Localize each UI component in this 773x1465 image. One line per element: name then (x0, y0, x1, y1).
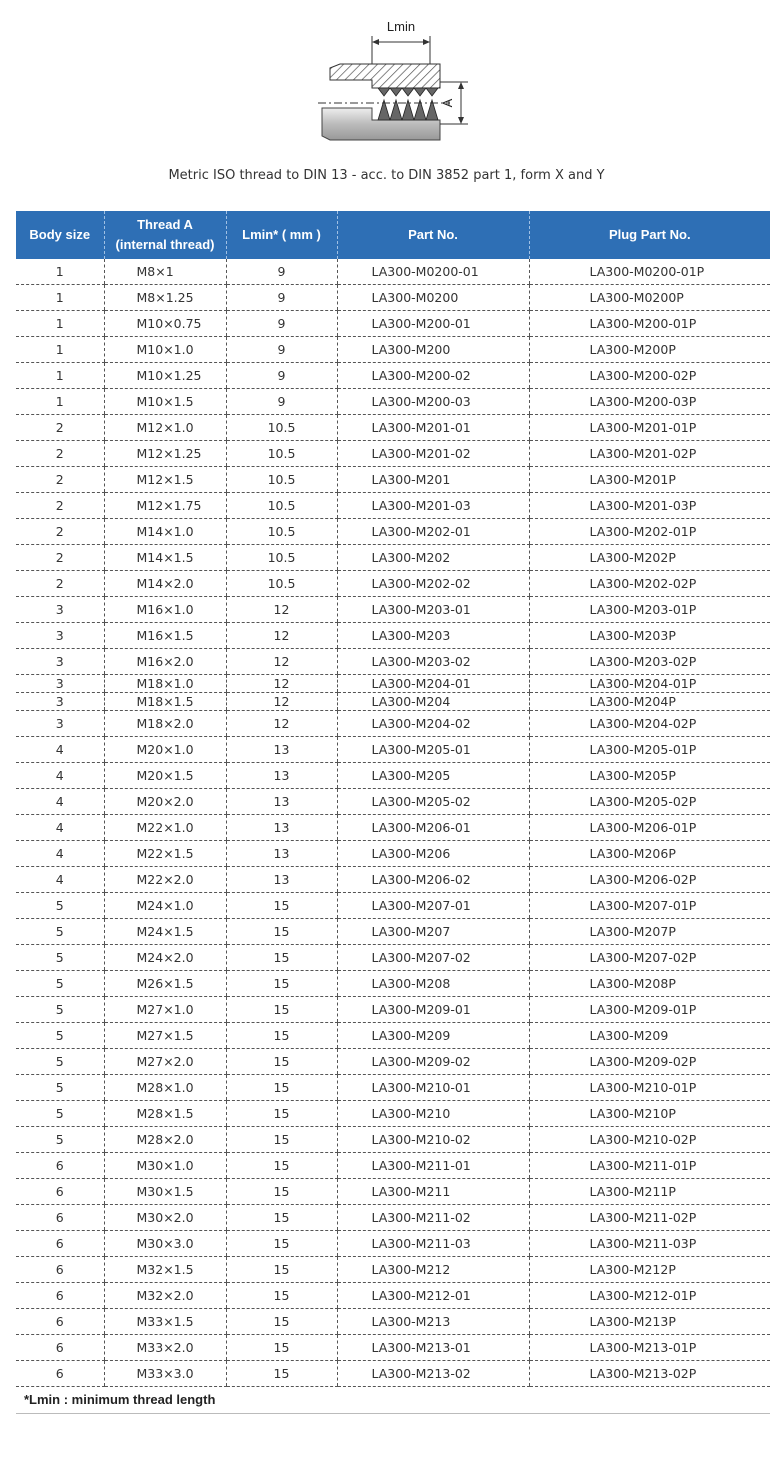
cell-plug-part-no: LA300-M212P (529, 1257, 770, 1283)
cell-thread: M10×1.0 (104, 337, 226, 363)
table-row (16, 285, 770, 311)
cell-part-no: LA300-M204-02 (337, 711, 529, 737)
cell-lmin: 15 (226, 1075, 337, 1101)
cell-lmin: 9 (226, 259, 337, 285)
cell-part-no: LA300-M207 (337, 919, 529, 945)
cell-part-no: LA300-M205-02 (337, 789, 529, 815)
cell-plug-part-no: LA300-M207-01P (529, 893, 770, 919)
table-row (16, 763, 770, 789)
table-row (16, 1127, 770, 1153)
cell-thread: M33×3.0 (104, 1361, 226, 1387)
cell-lmin: 12 (226, 693, 337, 711)
table-row (16, 1101, 770, 1127)
table-row (16, 1179, 770, 1205)
cell-thread: M33×1.5 (104, 1309, 226, 1335)
cell-body-size: 6 (16, 1205, 104, 1231)
cell-part-no: LA300-M209 (337, 1023, 529, 1049)
cell-lmin: 15 (226, 945, 337, 971)
cell-body-size: 6 (16, 1257, 104, 1283)
cell-body-size: 5 (16, 945, 104, 971)
cell-part-no: LA300-M201 (337, 467, 529, 493)
table-row (16, 815, 770, 841)
cell-plug-part-no: LA300-M203P (529, 623, 770, 649)
lmin-label: Lmin (386, 19, 416, 34)
cell-thread: M30×1.5 (104, 1179, 226, 1205)
cell-body-size: 5 (16, 1023, 104, 1049)
cell-body-size: 6 (16, 1179, 104, 1205)
cell-lmin: 9 (226, 363, 337, 389)
cell-part-no: LA300-M204 (337, 693, 529, 711)
cell-plug-part-no: LA300-M206P (529, 841, 770, 867)
cell-body-size: 4 (16, 737, 104, 763)
table-row (16, 919, 770, 945)
cell-body-size: 1 (16, 389, 104, 415)
cell-plug-part-no: LA300-M209-02P (529, 1049, 770, 1075)
cell-part-no: LA300-M209-02 (337, 1049, 529, 1075)
cell-body-size: 2 (16, 571, 104, 597)
table-row (16, 711, 770, 737)
cell-part-no: LA300-M208 (337, 971, 529, 997)
cell-lmin: 9 (226, 389, 337, 415)
cell-body-size: 2 (16, 415, 104, 441)
table-row (16, 675, 770, 693)
cell-plug-part-no: LA300-M208P (529, 971, 770, 997)
cell-part-no: LA300-M210-02 (337, 1127, 529, 1153)
table-row (16, 1049, 770, 1075)
table-row (16, 649, 770, 675)
table-body (16, 259, 770, 1387)
table-row (16, 571, 770, 597)
cell-part-no: LA300-M200-02 (337, 363, 529, 389)
cell-part-no: LA300-M203 (337, 623, 529, 649)
cell-thread: M28×1.5 (104, 1101, 226, 1127)
cell-part-no: LA300-M207-01 (337, 893, 529, 919)
cell-lmin: 15 (226, 1335, 337, 1361)
cell-part-no: LA300-M200-03 (337, 389, 529, 415)
cell-lmin: 13 (226, 815, 337, 841)
cell-thread: M27×1.5 (104, 1023, 226, 1049)
cell-plug-part-no: LA300-M200-02P (529, 363, 770, 389)
table-row (16, 597, 770, 623)
table-row (16, 623, 770, 649)
cell-lmin: 10.5 (226, 415, 337, 441)
cell-lmin: 10.5 (226, 571, 337, 597)
table-row (16, 1205, 770, 1231)
cell-lmin: 12 (226, 597, 337, 623)
cell-thread: M33×2.0 (104, 1335, 226, 1361)
cell-thread: M14×1.5 (104, 545, 226, 571)
cell-part-no: LA300-M213-02 (337, 1361, 529, 1387)
cell-lmin: 9 (226, 285, 337, 311)
cell-lmin: 9 (226, 311, 337, 337)
table-row (16, 467, 770, 493)
cell-plug-part-no: LA300-M205-02P (529, 789, 770, 815)
cell-plug-part-no: LA300-M202-01P (529, 519, 770, 545)
cell-thread: M32×2.0 (104, 1283, 226, 1309)
cell-thread: M10×0.75 (104, 311, 226, 337)
cell-body-size: 3 (16, 649, 104, 675)
cell-thread: M20×1.0 (104, 737, 226, 763)
cell-part-no: LA300-M201-02 (337, 441, 529, 467)
cell-part-no: LA300-M204-01 (337, 675, 529, 693)
cell-thread: M27×1.0 (104, 997, 226, 1023)
cell-plug-part-no: LA300-M201-02P (529, 441, 770, 467)
cell-part-no: LA300-M213-01 (337, 1335, 529, 1361)
cell-lmin: 15 (226, 997, 337, 1023)
cell-part-no: LA300-M0200-01 (337, 259, 529, 285)
cell-thread: M12×1.25 (104, 441, 226, 467)
cell-thread: M24×2.0 (104, 945, 226, 971)
cell-lmin: 15 (226, 1023, 337, 1049)
cell-part-no: LA300-M203-01 (337, 597, 529, 623)
header-thread-a (104, 211, 226, 259)
cell-lmin: 12 (226, 623, 337, 649)
cell-body-size: 4 (16, 815, 104, 841)
cell-thread: M20×1.5 (104, 763, 226, 789)
cell-part-no: LA300-M210 (337, 1101, 529, 1127)
cell-plug-part-no: LA300-M200P (529, 337, 770, 363)
cell-plug-part-no: LA300-M213-01P (529, 1335, 770, 1361)
cell-plug-part-no: LA300-M200-01P (529, 311, 770, 337)
cell-body-size: 3 (16, 675, 104, 693)
table-row (16, 363, 770, 389)
cell-lmin: 12 (226, 649, 337, 675)
cell-body-size: 5 (16, 1101, 104, 1127)
cell-body-size: 2 (16, 441, 104, 467)
header-plug-part-no: Plug Part No. (529, 211, 770, 259)
cell-plug-part-no: LA300-M213-02P (529, 1361, 770, 1387)
table-row (16, 389, 770, 415)
cell-body-size: 5 (16, 997, 104, 1023)
table-row (16, 1335, 770, 1361)
cell-part-no: LA300-M207-02 (337, 945, 529, 971)
cell-thread: M12×1.5 (104, 467, 226, 493)
cell-body-size: 3 (16, 623, 104, 649)
cell-part-no: LA300-M212-01 (337, 1283, 529, 1309)
cell-plug-part-no: LA300-M211-02P (529, 1205, 770, 1231)
cell-lmin: 13 (226, 841, 337, 867)
cell-plug-part-no: LA300-M201P (529, 467, 770, 493)
thread-port-diagram (0, 0, 773, 150)
cell-thread: M18×1.0 (104, 675, 226, 693)
cell-part-no: LA300-M206 (337, 841, 529, 867)
cell-part-no: LA300-M210-01 (337, 1075, 529, 1101)
cell-lmin: 15 (226, 893, 337, 919)
cell-body-size: 3 (16, 693, 104, 711)
cell-thread: M26×1.5 (104, 971, 226, 997)
cell-thread: M16×1.0 (104, 597, 226, 623)
cell-part-no: LA300-M202-01 (337, 519, 529, 545)
cell-thread: M22×2.0 (104, 867, 226, 893)
cell-part-no: LA300-M211-03 (337, 1231, 529, 1257)
cell-part-no: LA300-M202 (337, 545, 529, 571)
thread-table-container (16, 211, 770, 1414)
cell-plug-part-no: LA300-M212-01P (529, 1283, 770, 1309)
header-thread-a-line1: Thread A (137, 217, 193, 232)
cell-plug-part-no: LA300-M211P (529, 1179, 770, 1205)
cell-thread: M8×1.25 (104, 285, 226, 311)
cell-plug-part-no: LA300-M0200-01P (529, 259, 770, 285)
table-row (16, 337, 770, 363)
table-row (16, 441, 770, 467)
table-row (16, 519, 770, 545)
cell-part-no: LA300-M201-01 (337, 415, 529, 441)
table-header-row (16, 211, 770, 259)
cell-lmin: 15 (226, 919, 337, 945)
cell-part-no: LA300-M200 (337, 337, 529, 363)
cell-part-no: LA300-M202-02 (337, 571, 529, 597)
cell-thread: M20×2.0 (104, 789, 226, 815)
cell-thread: M18×1.5 (104, 693, 226, 711)
cell-body-size: 4 (16, 789, 104, 815)
hatched-body-section (330, 64, 440, 88)
cell-body-size: 4 (16, 841, 104, 867)
cell-lmin: 15 (226, 1101, 337, 1127)
table-row (16, 493, 770, 519)
cell-plug-part-no: LA300-M0200P (529, 285, 770, 311)
cell-plug-part-no: LA300-M211-01P (529, 1153, 770, 1179)
table-row (16, 1023, 770, 1049)
cell-thread: M32×1.5 (104, 1257, 226, 1283)
cell-body-size: 1 (16, 311, 104, 337)
cell-thread: M10×1.5 (104, 389, 226, 415)
cell-body-size: 1 (16, 285, 104, 311)
cell-part-no: LA300-M211-01 (337, 1153, 529, 1179)
table-row (16, 789, 770, 815)
cell-body-size: 2 (16, 519, 104, 545)
cell-thread: M12×1.75 (104, 493, 226, 519)
cell-plug-part-no: LA300-M209-01P (529, 997, 770, 1023)
cell-body-size: 5 (16, 1075, 104, 1101)
table-row (16, 1075, 770, 1101)
cell-lmin: 13 (226, 737, 337, 763)
cell-part-no: LA300-M212 (337, 1257, 529, 1283)
cell-thread: M14×1.0 (104, 519, 226, 545)
cell-body-size: 1 (16, 259, 104, 285)
cell-lmin: 12 (226, 711, 337, 737)
table-row (16, 841, 770, 867)
cell-lmin: 15 (226, 1049, 337, 1075)
cell-part-no: LA300-M211 (337, 1179, 529, 1205)
cell-lmin: 10.5 (226, 519, 337, 545)
table-row (16, 971, 770, 997)
cell-plug-part-no: LA300-M205P (529, 763, 770, 789)
cell-thread: M14×2.0 (104, 571, 226, 597)
table-row (16, 997, 770, 1023)
table-row (16, 893, 770, 919)
cell-thread: M30×3.0 (104, 1231, 226, 1257)
cell-lmin: 15 (226, 1231, 337, 1257)
cell-plug-part-no: LA300-M204-02P (529, 711, 770, 737)
cell-plug-part-no: LA300-M206-01P (529, 815, 770, 841)
cell-body-size: 2 (16, 545, 104, 571)
cell-lmin: 15 (226, 1127, 337, 1153)
cell-plug-part-no: LA300-M207-02P (529, 945, 770, 971)
cell-body-size: 5 (16, 919, 104, 945)
cell-lmin: 13 (226, 763, 337, 789)
cell-plug-part-no: LA300-M211-03P (529, 1231, 770, 1257)
cell-thread: M12×1.0 (104, 415, 226, 441)
cell-thread: M30×2.0 (104, 1205, 226, 1231)
cell-body-size: 3 (16, 711, 104, 737)
cell-lmin: 9 (226, 337, 337, 363)
table-row (16, 737, 770, 763)
cell-lmin: 15 (226, 1205, 337, 1231)
cell-body-size: 1 (16, 337, 104, 363)
cell-part-no: LA300-M211-02 (337, 1205, 529, 1231)
cell-thread: M22×1.0 (104, 815, 226, 841)
cell-thread: M22×1.5 (104, 841, 226, 867)
cell-body-size: 5 (16, 971, 104, 997)
table-row (16, 1283, 770, 1309)
header-thread-a-line2: (internal thread) (115, 237, 215, 252)
table-row (16, 867, 770, 893)
cell-body-size: 6 (16, 1231, 104, 1257)
cell-body-size: 2 (16, 467, 104, 493)
cell-plug-part-no: LA300-M210-01P (529, 1075, 770, 1101)
cell-lmin: 15 (226, 971, 337, 997)
cell-body-size: 6 (16, 1361, 104, 1387)
table-row (16, 1153, 770, 1179)
cell-lmin: 15 (226, 1153, 337, 1179)
table-row (16, 545, 770, 571)
cell-part-no: LA300-M201-03 (337, 493, 529, 519)
cell-body-size: 3 (16, 597, 104, 623)
cell-thread: M8×1 (104, 259, 226, 285)
cell-plug-part-no: LA300-M204-01P (529, 675, 770, 693)
cell-thread: M27×2.0 (104, 1049, 226, 1075)
table-row (16, 693, 770, 711)
cell-body-size: 4 (16, 867, 104, 893)
table-row (16, 945, 770, 971)
table-row (16, 311, 770, 337)
cell-part-no: LA300-M203-02 (337, 649, 529, 675)
cell-plug-part-no: LA300-M207P (529, 919, 770, 945)
cell-plug-part-no: LA300-M206-02P (529, 867, 770, 893)
cell-part-no: LA300-M0200 (337, 285, 529, 311)
cell-thread: M24×1.5 (104, 919, 226, 945)
cell-body-size: 5 (16, 893, 104, 919)
cell-lmin: 15 (226, 1283, 337, 1309)
cell-plug-part-no: LA300-M202-02P (529, 571, 770, 597)
cell-plug-part-no: LA300-M201-01P (529, 415, 770, 441)
cell-plug-part-no: LA300-M210-02P (529, 1127, 770, 1153)
cell-plug-part-no: LA300-M213P (529, 1309, 770, 1335)
table-row (16, 1361, 770, 1387)
cell-thread: M10×1.25 (104, 363, 226, 389)
footnote: *Lmin : minimum thread length (16, 1387, 770, 1414)
cell-part-no: LA300-M209-01 (337, 997, 529, 1023)
a-label: A (440, 98, 455, 108)
cell-lmin: 13 (226, 867, 337, 893)
table-row (16, 1231, 770, 1257)
cell-plug-part-no: LA300-M203-02P (529, 649, 770, 675)
cell-body-size: 6 (16, 1335, 104, 1361)
thread-table (16, 211, 770, 1387)
header-body-size: Body size (16, 211, 104, 259)
cell-thread: M30×1.0 (104, 1153, 226, 1179)
cell-lmin: 13 (226, 789, 337, 815)
cell-plug-part-no: LA300-M202P (529, 545, 770, 571)
cell-thread: M24×1.0 (104, 893, 226, 919)
cell-plug-part-no: LA300-M201-03P (529, 493, 770, 519)
cell-thread: M16×2.0 (104, 649, 226, 675)
cell-lmin: 15 (226, 1179, 337, 1205)
thread-teeth (378, 88, 438, 120)
cell-plug-part-no: LA300-M200-03P (529, 389, 770, 415)
cell-lmin: 10.5 (226, 545, 337, 571)
cell-lmin: 15 (226, 1257, 337, 1283)
cell-body-size: 4 (16, 763, 104, 789)
cell-body-size: 6 (16, 1283, 104, 1309)
cell-lmin: 10.5 (226, 467, 337, 493)
cell-thread: M28×2.0 (104, 1127, 226, 1153)
cell-lmin: 12 (226, 675, 337, 693)
cell-plug-part-no: LA300-M209 (529, 1023, 770, 1049)
cell-body-size: 1 (16, 363, 104, 389)
cell-body-size: 6 (16, 1309, 104, 1335)
table-row (16, 259, 770, 285)
cell-part-no: LA300-M200-01 (337, 311, 529, 337)
cell-thread: M18×2.0 (104, 711, 226, 737)
table-caption: Metric ISO thread to DIN 13 - acc. to DIN 3852 part 1, form X and Y (168, 168, 605, 183)
cell-plug-part-no: LA300-M205-01P (529, 737, 770, 763)
cell-body-size: 5 (16, 1127, 104, 1153)
cell-part-no: LA300-M205-01 (337, 737, 529, 763)
header-part-no: Part No. (337, 211, 529, 259)
cell-part-no: LA300-M206-01 (337, 815, 529, 841)
cell-plug-part-no: LA300-M210P (529, 1101, 770, 1127)
header-lmin: Lmin* ( mm ) (226, 211, 337, 259)
table-row (16, 1309, 770, 1335)
cell-body-size: 2 (16, 493, 104, 519)
cell-body-size: 6 (16, 1153, 104, 1179)
cell-plug-part-no: LA300-M204P (529, 693, 770, 711)
cell-body-size: 5 (16, 1049, 104, 1075)
cell-thread: M16×1.5 (104, 623, 226, 649)
table-row (16, 1257, 770, 1283)
cell-part-no: LA300-M206-02 (337, 867, 529, 893)
cell-part-no: LA300-M213 (337, 1309, 529, 1335)
cell-lmin: 15 (226, 1361, 337, 1387)
cell-part-no: LA300-M205 (337, 763, 529, 789)
cell-thread: M28×1.0 (104, 1075, 226, 1101)
cell-lmin: 10.5 (226, 493, 337, 519)
cell-lmin: 15 (226, 1309, 337, 1335)
cell-lmin: 10.5 (226, 441, 337, 467)
cell-plug-part-no: LA300-M203-01P (529, 597, 770, 623)
table-row (16, 415, 770, 441)
